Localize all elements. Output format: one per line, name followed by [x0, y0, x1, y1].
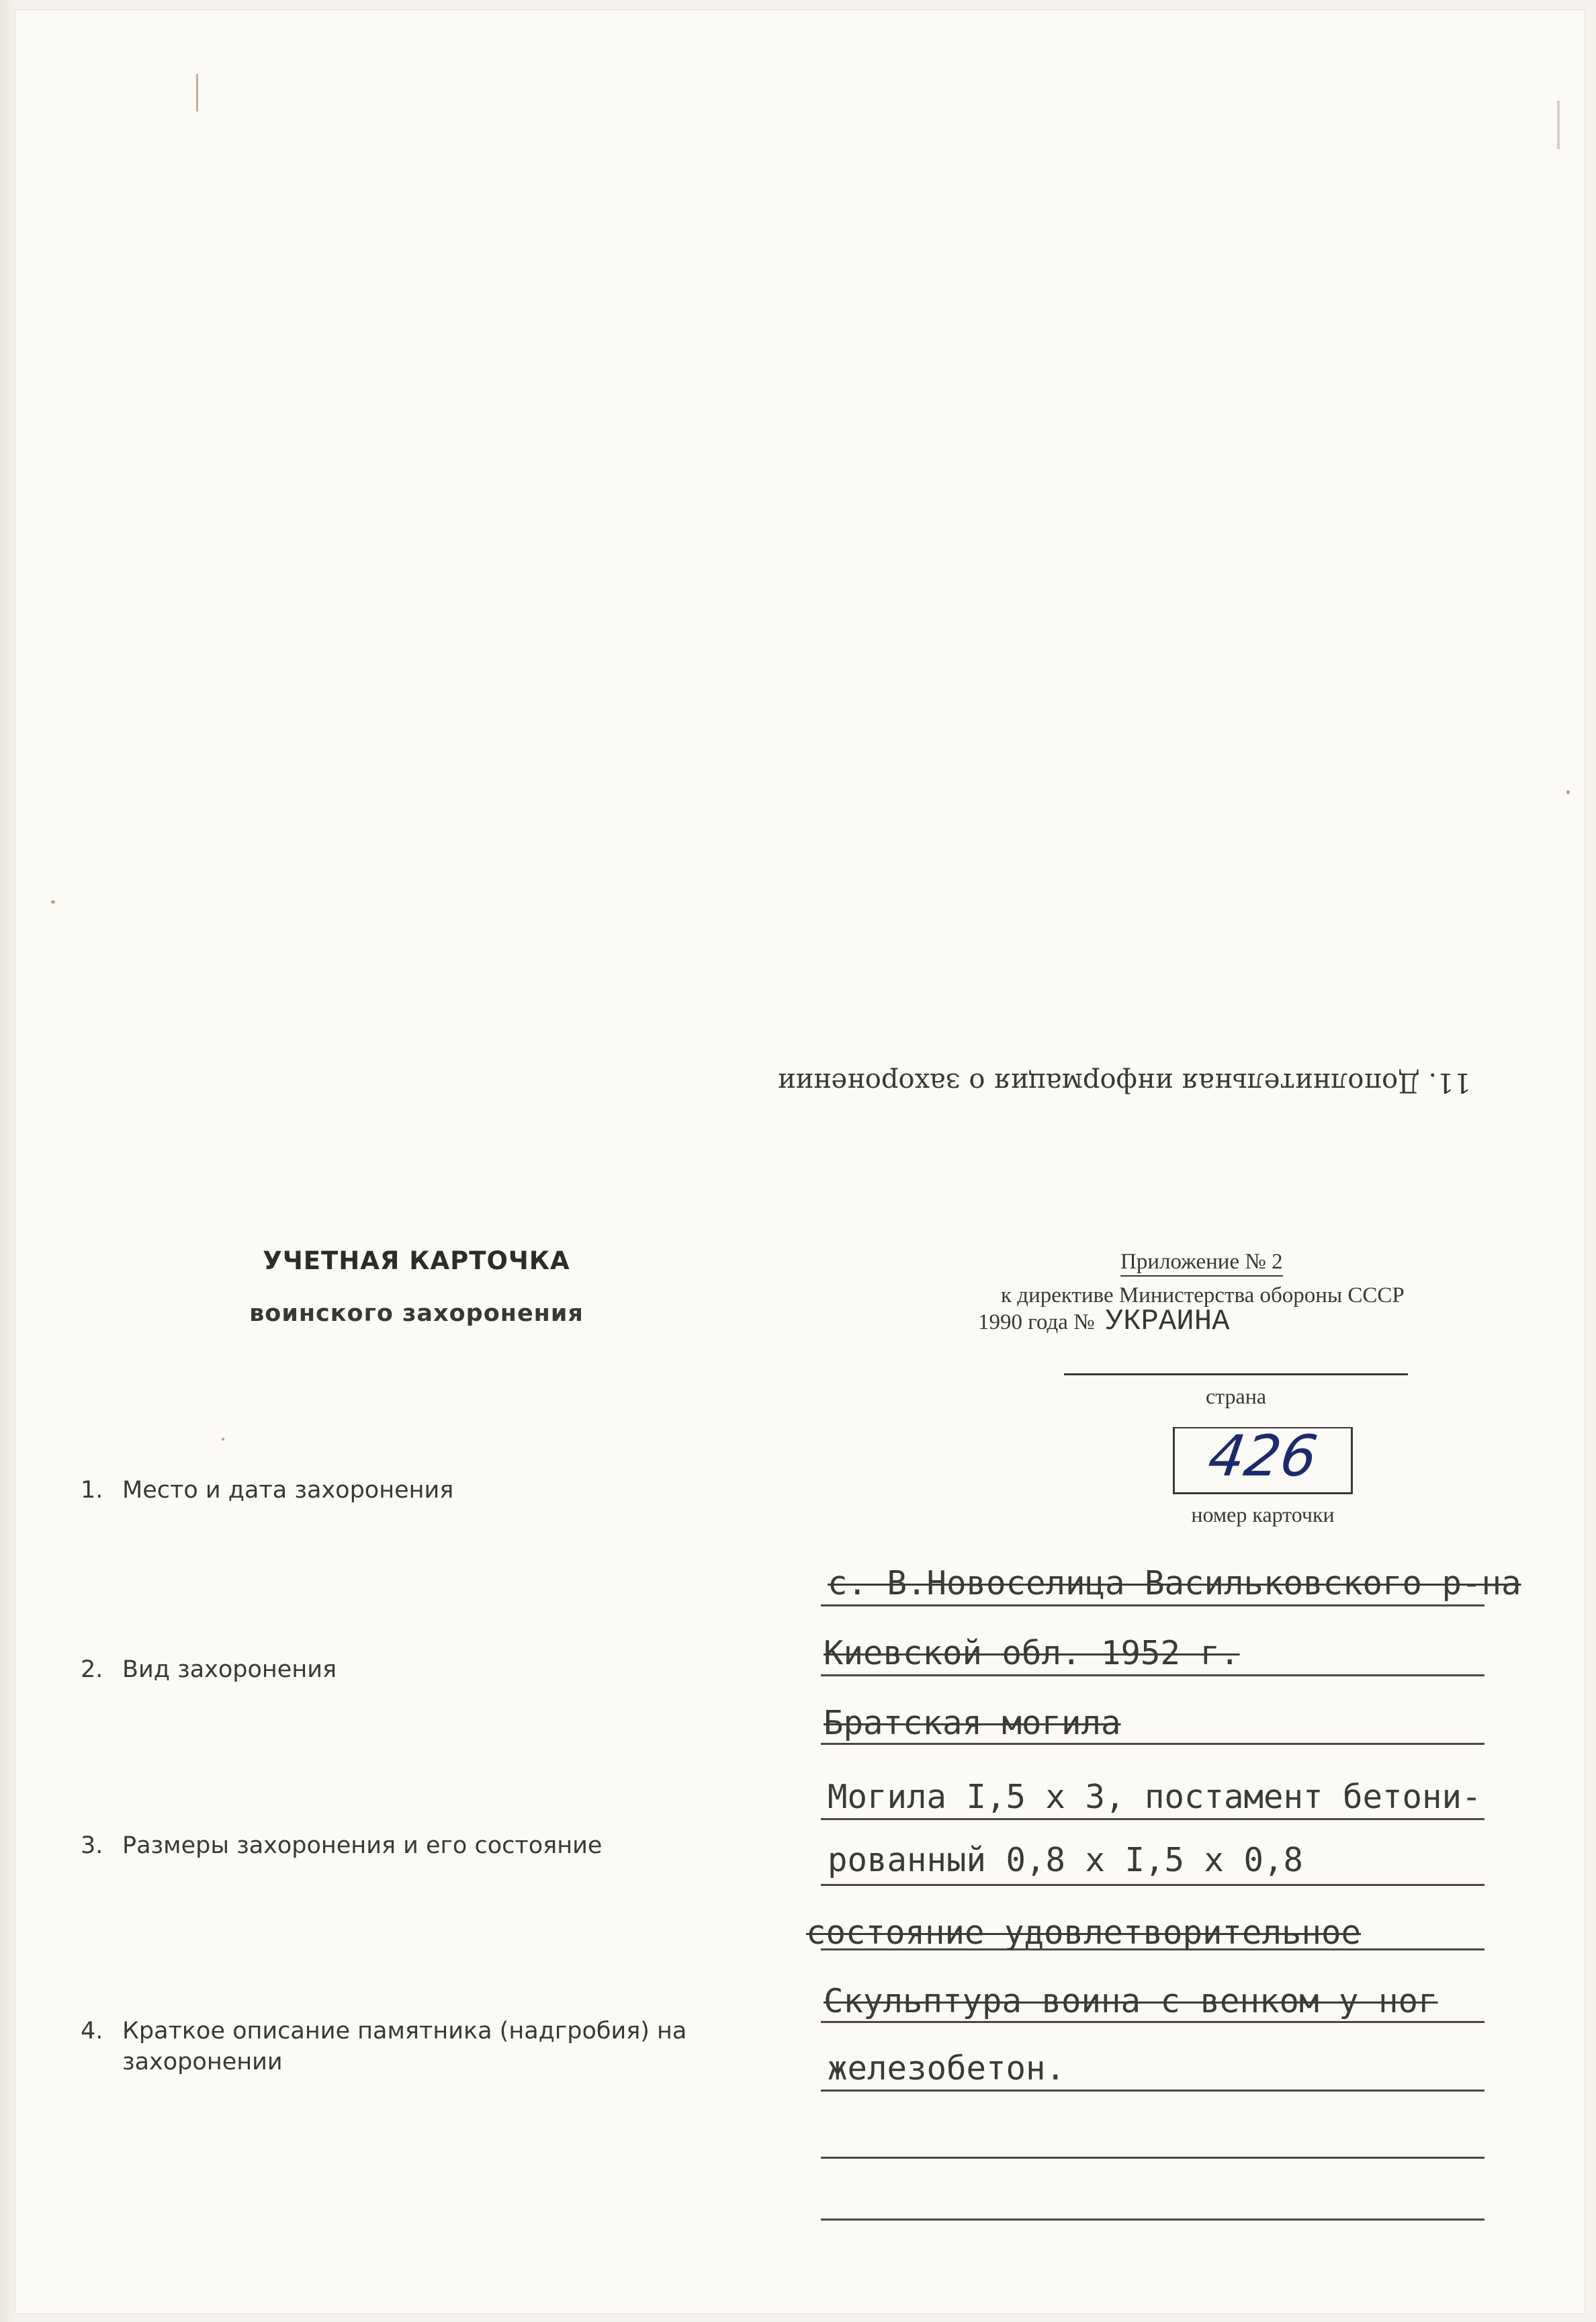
form-line	[821, 1743, 1484, 1745]
typed-line-burial-type: Братская могила	[824, 1704, 1121, 1742]
paper-mark	[196, 74, 198, 112]
country-value: УКРАИНА	[1105, 1305, 1230, 1338]
additional-info-header-upside-down: 11. Дополнительная информация о захоронении	[777, 1067, 1471, 1098]
directive-year-line	[978, 1305, 1230, 1338]
form-line	[821, 1818, 1484, 1820]
directive-line: к директиве Министерства обороны СССР	[1001, 1283, 1405, 1307]
form-line	[821, 2157, 1484, 2159]
paper-speck	[222, 1438, 224, 1440]
field-number: 4.	[81, 2018, 103, 2045]
paper-speck	[1566, 790, 1570, 794]
card-subtitle: воинского захоронения	[249, 1300, 584, 1327]
form-line	[821, 2219, 1484, 2221]
document-page	[15, 9, 1585, 2314]
field-label-monument-description	[81, 2016, 779, 2077]
country-label: страна	[1205, 1384, 1267, 1408]
form-line	[821, 2021, 1484, 2023]
typed-line-region-date: Киевской обл. 1952 г.	[824, 1634, 1240, 1672]
field-text: Краткое описание памятника (надгробия) на	[122, 2018, 687, 2045]
field-number: 1.	[81, 1477, 103, 1504]
field-number: 3.	[81, 1832, 103, 1859]
form-line	[821, 1674, 1484, 1676]
typed-line-pedestal: рованный 0,8 х I,5 х 0,8	[828, 1841, 1304, 1879]
typed-line-place: с. В.Новоселица Васильковского р-на	[828, 1564, 1521, 1602]
typed-line-monument: Скульптура воина с венком у ног	[824, 1982, 1438, 2020]
typed-line-size: Могила I,5 х 3, постамент бетони-	[828, 1778, 1482, 1816]
card-number-value: 426	[1204, 1423, 1322, 1489]
typed-line-condition: состояние удовлетворительное	[806, 1914, 1362, 1952]
field-text: Вид захоронения	[122, 1656, 337, 1683]
field-text: Размеры захоронения и его состояние	[122, 1832, 603, 1859]
card-number-label: номер карточки	[1191, 1502, 1335, 1526]
field-label-burial-size-condition	[81, 1830, 602, 1861]
field-text: Место и дата захоронения	[122, 1477, 454, 1504]
scan-edge	[0, 0, 15, 2322]
country-underline	[1064, 1373, 1408, 1375]
form-line	[821, 1884, 1484, 1886]
field-label-burial-place-date	[81, 1475, 453, 1506]
appendix-title: Приложение № 2	[1120, 1248, 1283, 1277]
paper-mark	[1557, 101, 1560, 149]
field-label-burial-type	[81, 1654, 337, 1685]
year-label: 1990 года №	[978, 1310, 1095, 1334]
paper-speck	[51, 900, 55, 904]
form-line	[821, 1604, 1484, 1606]
form-line	[821, 2090, 1484, 2092]
field-number: 2.	[81, 1656, 103, 1683]
typed-line-material: железобетон.	[828, 2049, 1066, 2088]
card-title: УЧЕТНАЯ КАРТОЧКА	[263, 1246, 570, 1275]
field-text-continuation: захоронении	[122, 2049, 283, 2075]
